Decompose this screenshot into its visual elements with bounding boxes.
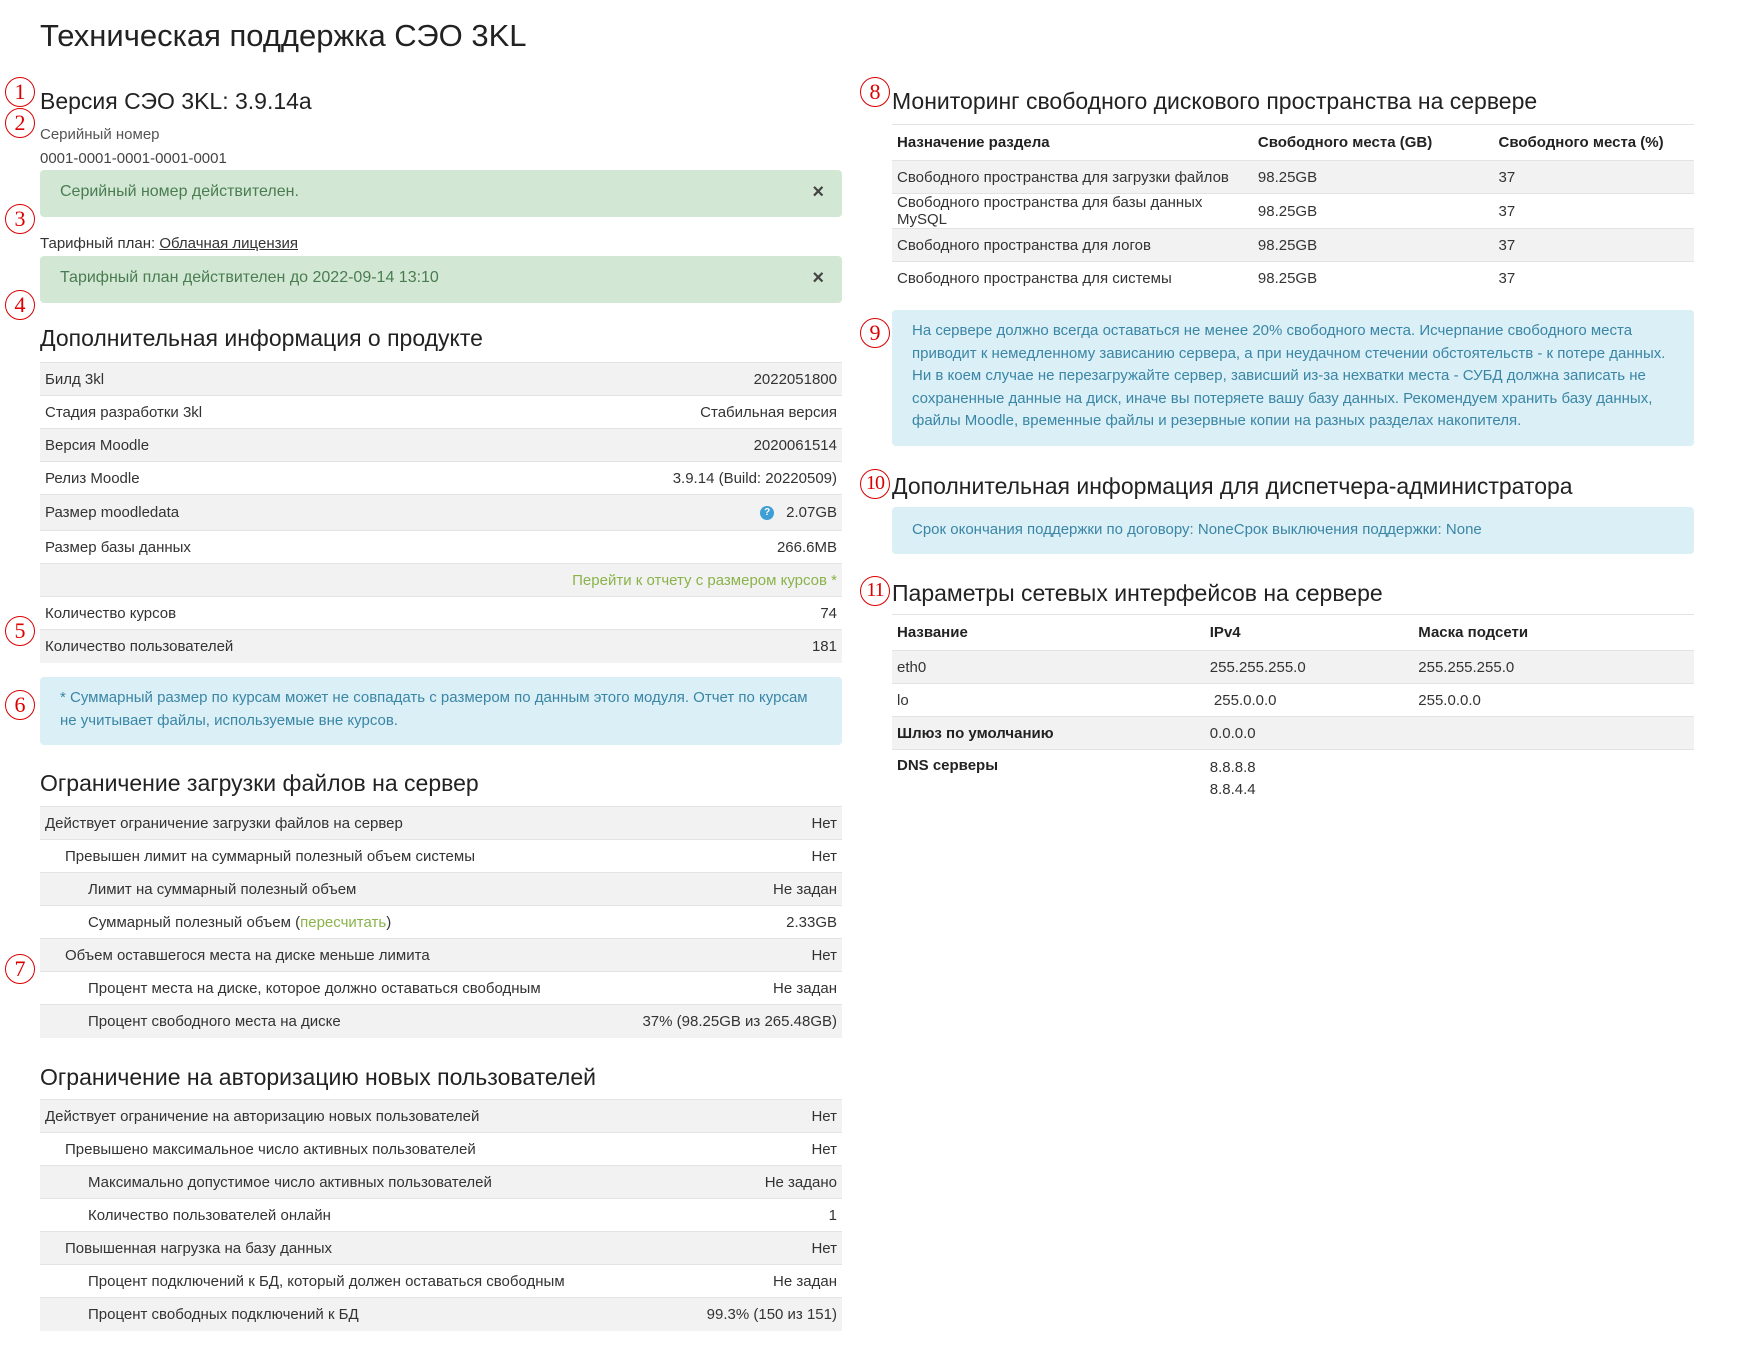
row-value: Нет xyxy=(674,1133,842,1166)
support-term-info: Срок окончания поддержки по договору: NoneСрок выключения поддержки: None xyxy=(892,507,1694,554)
row-label: Версия Moodle xyxy=(40,429,376,462)
tariff-label: Тарифный план: xyxy=(40,235,160,252)
table-row xyxy=(892,161,1694,194)
row-label: Превышен лимит на суммарный полезный объем системы xyxy=(40,840,611,873)
marker-9: 9 xyxy=(860,318,890,348)
row-label: Превышено максимальное число активных пользователей xyxy=(40,1133,674,1166)
table-row xyxy=(40,1199,842,1232)
table-header-row xyxy=(892,615,1694,651)
table-row xyxy=(40,1005,842,1038)
help-icon[interactable]: ? xyxy=(760,506,774,520)
column-header: Свободного места (GB) xyxy=(1253,125,1494,161)
column-header: Назначение раздела xyxy=(892,125,1253,161)
row-label: Размер базы данных xyxy=(40,531,376,564)
table-row xyxy=(40,840,842,873)
row-value: Стабильная версия xyxy=(376,396,842,429)
table-row xyxy=(40,495,842,531)
interface-ipv4: 255.255.255.0 xyxy=(1205,651,1414,684)
interface-ipv4: 255.0.0.0 xyxy=(1205,684,1414,717)
row-value: 99.3% (150 из 151) xyxy=(674,1298,842,1331)
table-row xyxy=(40,630,842,663)
gateway-label: Шлюз по умолчанию xyxy=(892,717,1205,750)
row-label: Объем оставшегося места на диске меньше лимита xyxy=(40,939,611,972)
table-cell: Свободного пространства для загрузки файлов xyxy=(892,161,1253,194)
tariff-line xyxy=(40,235,298,252)
row-value: 181 xyxy=(376,630,842,663)
serial-label: Серийный номер xyxy=(40,126,160,143)
table-cell: 37 xyxy=(1493,194,1694,229)
row-label: Процент свободных подключений к БД xyxy=(40,1298,674,1331)
row-value: Нет xyxy=(674,1100,842,1133)
tariff-alert-text: Тарифный план действителен до 2022-09-14 13:10 xyxy=(60,269,439,286)
row-label: Максимально допустимое число активных пользователей xyxy=(40,1166,674,1199)
marker-6: 6 xyxy=(5,690,35,720)
row-value: 266.6MB xyxy=(376,531,842,564)
dns-label: DNS серверы xyxy=(892,750,1205,806)
table-row xyxy=(892,262,1694,295)
row-value: Нет xyxy=(611,807,842,840)
gateway-value: 0.0.0.0 xyxy=(1205,717,1414,750)
row-label: Количество пользователей онлайн xyxy=(40,1199,674,1232)
row-value: 2022051800 xyxy=(376,363,842,396)
page-title: Техническая поддержка СЭО 3KL xyxy=(40,18,527,53)
row-value: Не задано xyxy=(674,1166,842,1199)
table-row xyxy=(40,1166,842,1199)
table-row xyxy=(892,717,1694,750)
table-row xyxy=(40,972,842,1005)
serial-alert xyxy=(40,170,842,217)
table-row xyxy=(40,939,842,972)
row-label: Релиз Moodle xyxy=(40,462,376,495)
close-icon[interactable]: × xyxy=(812,181,824,203)
row-value: Не задан xyxy=(674,1265,842,1298)
table-row xyxy=(892,651,1694,684)
table-row xyxy=(40,462,842,495)
marker-1: 1 xyxy=(5,77,35,107)
disk-monitoring-title: Мониторинг свободного дискового пространства на сервере xyxy=(892,88,1538,114)
table-cell: 37 xyxy=(1493,161,1694,194)
network-table xyxy=(892,614,1694,806)
table-row xyxy=(40,906,842,939)
row-label: Действует ограничение на авторизацию новых пользователей xyxy=(40,1100,674,1133)
table-cell: 98.25GB xyxy=(1253,229,1494,262)
tariff-alert xyxy=(40,256,842,303)
row-value: 2.07GB xyxy=(786,504,837,521)
product-info-title: Дополнительная информация о продукте xyxy=(40,325,483,351)
row-label: Стадия разработки 3kl xyxy=(40,396,376,429)
row-value: 37% (98.25GB из 265.48GB) xyxy=(611,1005,842,1038)
row-label: Процент свободного места на диске xyxy=(40,1005,611,1038)
table-cell: 98.25GB xyxy=(1253,161,1494,194)
course-size-note: * Суммарный размер по курсам может не совпадать с размером по данным этого модуля. Отчет по курсам не учитывает файлы, используемые вне курсов. xyxy=(40,677,842,745)
column-header: Свободного места (%) xyxy=(1493,125,1694,161)
table-row xyxy=(40,396,842,429)
row-value: Не задан xyxy=(611,873,842,906)
marker-8: 8 xyxy=(860,77,890,107)
row-value: Нет xyxy=(674,1232,842,1265)
marker-2: 2 xyxy=(5,108,35,138)
auth-limit-title: Ограничение на авторизацию новых пользователей xyxy=(40,1064,596,1090)
row-label xyxy=(40,564,376,597)
row-label: Количество пользователей xyxy=(40,630,376,663)
interface-mask: 255.255.255.0 xyxy=(1413,651,1694,684)
table-row xyxy=(892,229,1694,262)
interface-mask: 255.0.0.0 xyxy=(1413,684,1694,717)
table-row xyxy=(40,1232,842,1265)
table-cell: 98.25GB xyxy=(1253,262,1494,295)
upload-limit-table xyxy=(40,806,842,1038)
upload-limit-title: Ограничение загрузки файлов на сервер xyxy=(40,770,479,796)
product-info-table xyxy=(40,362,842,663)
table-row xyxy=(40,597,842,630)
row-label: Процент подключений к БД, который должен оставаться свободным xyxy=(40,1265,674,1298)
row-value: 1 xyxy=(674,1199,842,1232)
row-label: Повышенная нагрузка на базу данных xyxy=(40,1232,674,1265)
row-value: Нет xyxy=(611,840,842,873)
table-cell: Свободного пространства для базы данных MySQL xyxy=(892,194,1253,229)
row-value: 3.9.14 (Build: 20220509) xyxy=(376,462,842,495)
row-label: Количество курсов xyxy=(40,597,376,630)
marker-5: 5 xyxy=(5,616,35,646)
table-cell: 37 xyxy=(1493,262,1694,295)
table-row xyxy=(892,684,1694,717)
dns-server: 8.8.8.8 xyxy=(1209,759,1256,776)
interface-name: eth0 xyxy=(892,651,1205,684)
table-row xyxy=(40,564,842,597)
table-row xyxy=(40,363,842,396)
course-size-report-link[interactable]: Перейти к отчету с размером курсов * xyxy=(572,571,837,589)
row-value: 2.33GB xyxy=(611,906,842,939)
row-value: 2020061514 xyxy=(376,429,842,462)
table-row xyxy=(40,1265,842,1298)
row-label: Размер moodledata xyxy=(40,495,376,531)
serial-alert-text: Серийный номер действителен. xyxy=(60,183,299,200)
column-header: Название xyxy=(892,615,1205,651)
dns-server: 8.8.4.4 xyxy=(1209,781,1256,798)
row-label: Суммарный полезный объем ( xyxy=(88,913,301,931)
tariff-link[interactable]: Облачная лицензия xyxy=(159,235,298,252)
column-header: IPv4 xyxy=(1205,615,1414,651)
row-label: Действует ограничение загрузки файлов на сервер xyxy=(40,807,611,840)
table-row xyxy=(892,750,1694,806)
table-cell: 37 xyxy=(1493,229,1694,262)
serial-value: 0001-0001-0001-0001-0001 xyxy=(40,150,227,167)
table-row xyxy=(40,1133,842,1166)
table-row xyxy=(40,1100,842,1133)
table-header-row xyxy=(892,125,1694,161)
marker-4: 4 xyxy=(5,290,35,320)
close-icon[interactable]: × xyxy=(812,267,824,289)
table-cell: 98.25GB xyxy=(1253,194,1494,229)
marker-3: 3 xyxy=(5,204,35,234)
admin-info-title: Дополнительная информация для диспетчера-администратора xyxy=(892,473,1573,499)
table-row xyxy=(40,873,842,906)
table-row xyxy=(40,429,842,462)
row-value: Не задан xyxy=(611,972,842,1005)
table-row xyxy=(892,194,1694,229)
auth-limit-table xyxy=(40,1099,842,1331)
row-label: Процент места на диске, которое должно оставаться свободным xyxy=(40,972,611,1005)
table-row xyxy=(40,1298,842,1331)
marker-11: 11 xyxy=(860,576,890,606)
table-cell: Свободного пространства для логов xyxy=(892,229,1253,262)
table-cell: Свободного пространства для системы xyxy=(892,262,1253,295)
row-label: Лимит на суммарный полезный объем xyxy=(40,873,611,906)
network-title: Параметры сетевых интерфейсов на сервере xyxy=(892,580,1383,606)
version-title: Версия СЭО 3KL: 3.9.14a xyxy=(40,88,312,114)
table-row xyxy=(40,531,842,564)
row-label-suffix: ) xyxy=(386,913,392,931)
disk-space-warning: На сервере должно всегда оставаться не менее 20% свободного места. Исчерпание свободного места приводит к немедленному зависанию сервера, а при неудачном стечении обстоятельств - к потере данных. Ни в коем случае не перезагружайте сервер, зависший из-за нехватки места - СУБД должна записать не сохраненные данные на диск, иначе вы потеряете вашу базу данных. Рекомендуем хранить базу данных, файлы Moodle, временные файлы и резервные копии на разных разделах накопителя. xyxy=(892,310,1694,446)
recalculate-link[interactable]: пересчитать xyxy=(300,913,387,931)
row-value: 74 xyxy=(376,597,842,630)
interface-name: lo xyxy=(892,684,1205,717)
marker-7: 7 xyxy=(5,954,35,984)
table-row xyxy=(40,807,842,840)
marker-10: 10 xyxy=(860,469,890,499)
disk-table xyxy=(892,124,1694,295)
row-value: Нет xyxy=(611,939,842,972)
row-label: Билд 3kl xyxy=(40,363,376,396)
column-header: Маска подсети xyxy=(1413,615,1694,651)
